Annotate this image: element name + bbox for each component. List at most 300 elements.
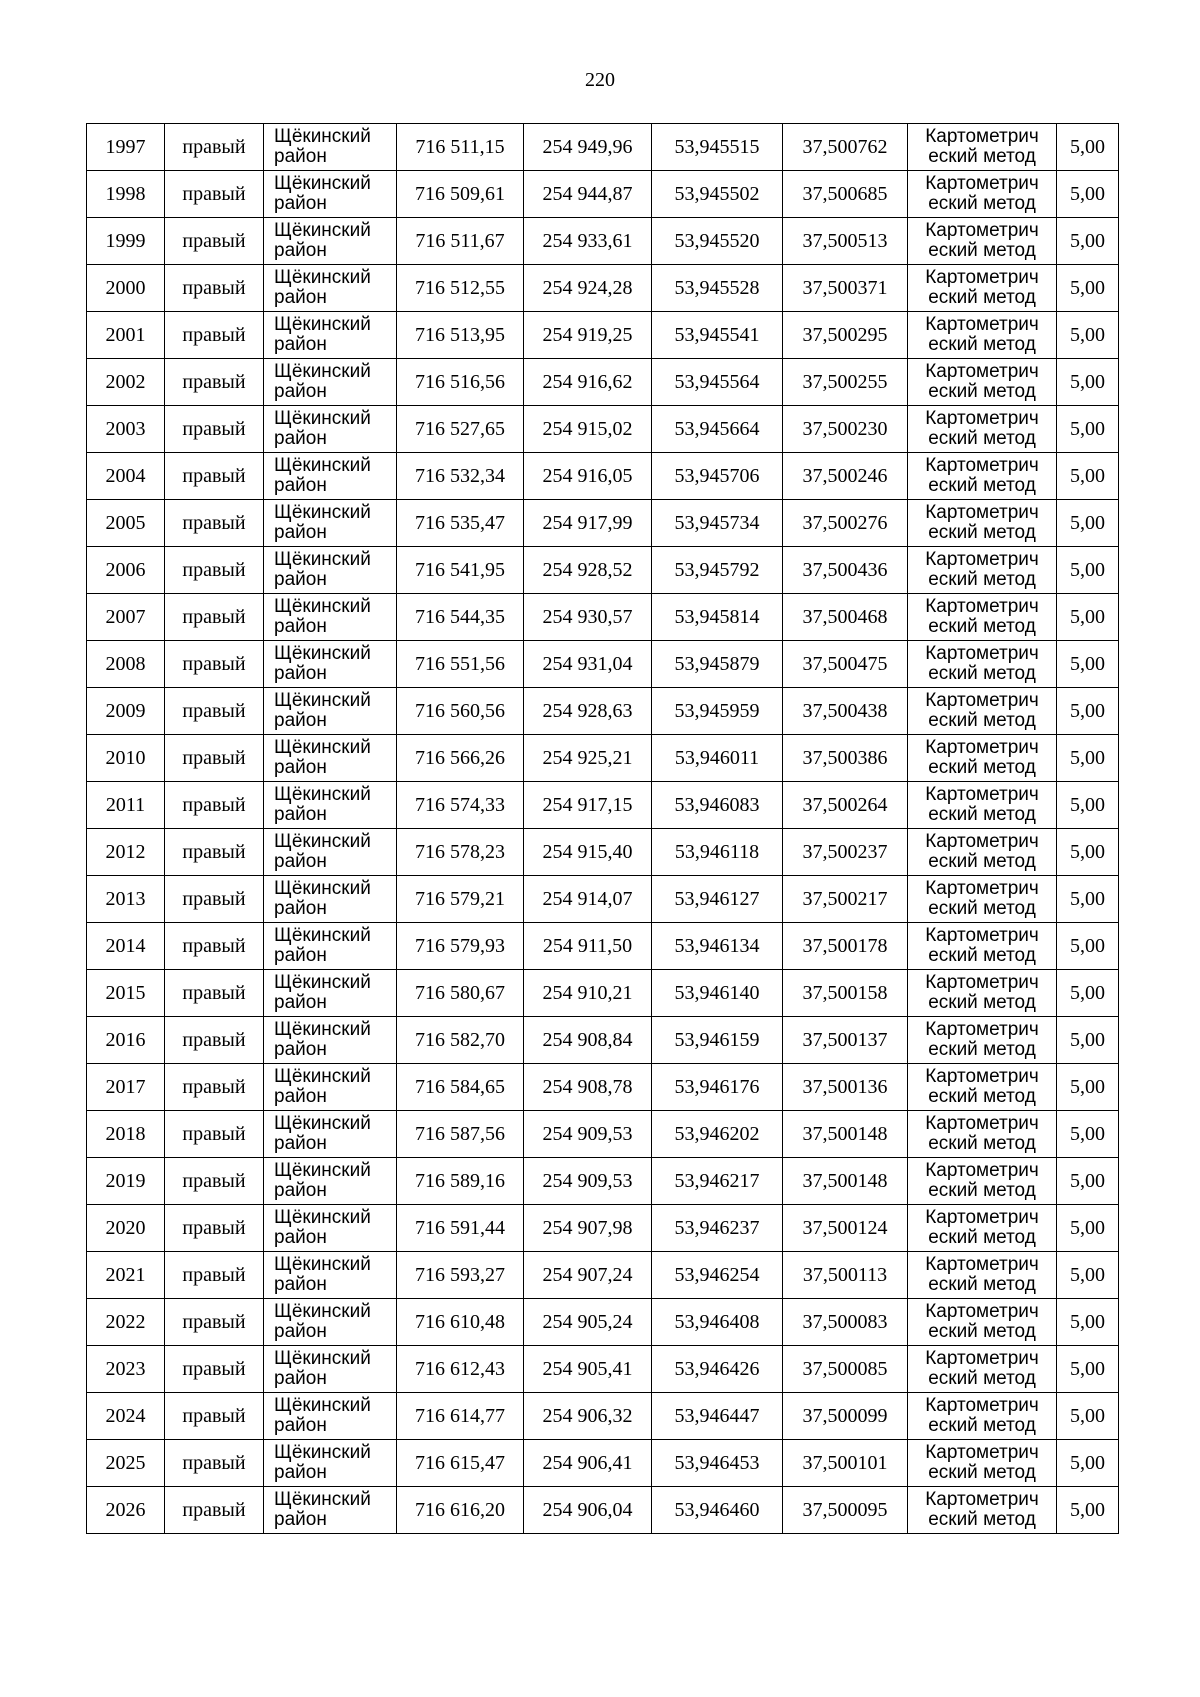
x-coordinate-cell: 716 513,95 — [397, 312, 524, 359]
point-number-cell: 2008 — [87, 641, 165, 688]
method-line-2: еский метод — [928, 1180, 1036, 1201]
latitude-cell: 53,946159 — [652, 1017, 783, 1064]
longitude-cell: 37,500099 — [783, 1393, 908, 1440]
method-line-1: Картометрич — [925, 1066, 1039, 1087]
district-line-2: район — [274, 1180, 327, 1201]
y-coordinate-cell: 254 931,04 — [524, 641, 652, 688]
latitude-cell: 53,946118 — [652, 829, 783, 876]
method-line-2: еский метод — [928, 1133, 1036, 1154]
district-cell — [264, 1158, 397, 1205]
district-line-1: Щёкинский — [274, 361, 371, 382]
method-cell — [908, 218, 1057, 265]
method-line-1: Картометрич — [925, 314, 1039, 335]
point-number-cell: 2015 — [87, 970, 165, 1017]
method-cell — [908, 735, 1057, 782]
y-coordinate-cell: 254 919,25 — [524, 312, 652, 359]
latitude-cell: 53,945528 — [652, 265, 783, 312]
y-coordinate-cell: 254 924,28 — [524, 265, 652, 312]
x-coordinate-cell: 716 579,21 — [397, 876, 524, 923]
table-row — [87, 782, 1119, 829]
district-line-1: Щёкинский — [274, 831, 371, 852]
point-number-cell: 2010 — [87, 735, 165, 782]
table-row — [87, 735, 1119, 782]
district-line-2: район — [274, 1227, 327, 1248]
method-line-2: еский метод — [928, 945, 1036, 966]
district-cell — [264, 1205, 397, 1252]
method-line-1: Картометрич — [925, 220, 1039, 241]
method-cell — [908, 1440, 1057, 1487]
accuracy-cell: 5,00 — [1057, 1346, 1119, 1393]
latitude-cell: 53,946460 — [652, 1487, 783, 1534]
district-line-1: Щёкинский — [274, 1207, 371, 1228]
district-line-1: Щёкинский — [274, 878, 371, 899]
method-line-2: еский метод — [928, 1462, 1036, 1483]
district-line-1: Щёкинский — [274, 1254, 371, 1275]
y-coordinate-cell: 254 949,96 — [524, 124, 652, 171]
bank-side-cell: правый — [165, 1346, 264, 1393]
longitude-cell: 37,500762 — [783, 124, 908, 171]
point-number-cell: 2025 — [87, 1440, 165, 1487]
district-line-2: район — [274, 522, 327, 543]
district-line-2: район — [274, 804, 327, 825]
accuracy-cell: 5,00 — [1057, 970, 1119, 1017]
bank-side-cell: правый — [165, 406, 264, 453]
district-line-2: район — [274, 569, 327, 590]
point-number-cell: 2017 — [87, 1064, 165, 1111]
y-coordinate-cell: 254 915,40 — [524, 829, 652, 876]
district-line-1: Щёкинский — [274, 596, 371, 617]
method-line-1: Картометрич — [925, 831, 1039, 852]
accuracy-cell: 5,00 — [1057, 594, 1119, 641]
method-line-1: Картометрич — [925, 878, 1039, 899]
bank-side-cell: правый — [165, 1440, 264, 1487]
method-cell — [908, 829, 1057, 876]
district-line-1: Щёкинский — [274, 455, 371, 476]
point-number-cell: 2006 — [87, 547, 165, 594]
method-line-1: Картометрич — [925, 1348, 1039, 1369]
accuracy-cell: 5,00 — [1057, 453, 1119, 500]
longitude-cell: 37,500178 — [783, 923, 908, 970]
point-number-cell: 2018 — [87, 1111, 165, 1158]
x-coordinate-cell: 716 551,56 — [397, 641, 524, 688]
accuracy-cell: 5,00 — [1057, 406, 1119, 453]
x-coordinate-cell: 716 582,70 — [397, 1017, 524, 1064]
accuracy-cell: 5,00 — [1057, 1252, 1119, 1299]
district-line-1: Щёкинский — [274, 220, 371, 241]
point-number-cell: 2005 — [87, 500, 165, 547]
bank-side-cell: правый — [165, 876, 264, 923]
method-line-2: еский метод — [928, 287, 1036, 308]
bank-side-cell: правый — [165, 312, 264, 359]
district-line-1: Щёкинский — [274, 314, 371, 335]
district-line-2: район — [274, 193, 327, 214]
table-row — [87, 1205, 1119, 1252]
bank-side-cell: правый — [165, 735, 264, 782]
point-number-cell: 1999 — [87, 218, 165, 265]
method-line-2: еский метод — [928, 475, 1036, 496]
method-line-1: Картометрич — [925, 1019, 1039, 1040]
point-number-cell: 2020 — [87, 1205, 165, 1252]
accuracy-cell: 5,00 — [1057, 218, 1119, 265]
method-line-2: еский метод — [928, 804, 1036, 825]
district-cell — [264, 1440, 397, 1487]
table-row — [87, 1158, 1119, 1205]
district-line-1: Щёкинский — [274, 1019, 371, 1040]
y-coordinate-cell: 254 930,57 — [524, 594, 652, 641]
district-line-1: Щёкинский — [274, 267, 371, 288]
longitude-cell: 37,500246 — [783, 453, 908, 500]
method-line-1: Картометрич — [925, 972, 1039, 993]
y-coordinate-cell: 254 917,99 — [524, 500, 652, 547]
district-line-1: Щёкинский — [274, 126, 371, 147]
district-cell — [264, 547, 397, 594]
district-line-1: Щёкинский — [274, 737, 371, 758]
method-cell — [908, 876, 1057, 923]
longitude-cell: 37,500264 — [783, 782, 908, 829]
y-coordinate-cell: 254 906,32 — [524, 1393, 652, 1440]
district-cell — [264, 688, 397, 735]
x-coordinate-cell: 716 535,47 — [397, 500, 524, 547]
method-line-2: еский метод — [928, 1415, 1036, 1436]
accuracy-cell: 5,00 — [1057, 735, 1119, 782]
longitude-cell: 37,500136 — [783, 1064, 908, 1111]
method-line-2: еский метод — [928, 1039, 1036, 1060]
longitude-cell: 37,500436 — [783, 547, 908, 594]
longitude-cell: 37,500295 — [783, 312, 908, 359]
latitude-cell: 53,945706 — [652, 453, 783, 500]
bank-side-cell: правый — [165, 1205, 264, 1252]
district-line-2: район — [274, 381, 327, 402]
accuracy-cell: 5,00 — [1057, 547, 1119, 594]
latitude-cell: 53,946011 — [652, 735, 783, 782]
longitude-cell: 37,500237 — [783, 829, 908, 876]
district-line-2: район — [274, 757, 327, 778]
bank-side-cell: правый — [165, 218, 264, 265]
point-number-cell: 2002 — [87, 359, 165, 406]
district-cell — [264, 782, 397, 829]
y-coordinate-cell: 254 905,41 — [524, 1346, 652, 1393]
longitude-cell: 37,500148 — [783, 1158, 908, 1205]
bank-side-cell: правый — [165, 1064, 264, 1111]
point-number-cell: 2014 — [87, 923, 165, 970]
x-coordinate-cell: 716 614,77 — [397, 1393, 524, 1440]
accuracy-cell: 5,00 — [1057, 500, 1119, 547]
longitude-cell: 37,500255 — [783, 359, 908, 406]
district-line-2: район — [274, 898, 327, 919]
table-row — [87, 547, 1119, 594]
y-coordinate-cell: 254 905,24 — [524, 1299, 652, 1346]
y-coordinate-cell: 254 925,21 — [524, 735, 652, 782]
method-line-2: еский метод — [928, 898, 1036, 919]
y-coordinate-cell: 254 917,15 — [524, 782, 652, 829]
district-line-2: район — [274, 1368, 327, 1389]
district-line-1: Щёкинский — [274, 408, 371, 429]
x-coordinate-cell: 716 579,93 — [397, 923, 524, 970]
district-line-2: район — [274, 1274, 327, 1295]
method-cell — [908, 1299, 1057, 1346]
district-cell — [264, 359, 397, 406]
method-line-1: Картометрич — [925, 643, 1039, 664]
point-number-cell: 2019 — [87, 1158, 165, 1205]
table-row — [87, 359, 1119, 406]
method-cell — [908, 500, 1057, 547]
x-coordinate-cell: 716 591,44 — [397, 1205, 524, 1252]
district-line-2: район — [274, 992, 327, 1013]
district-line-1: Щёкинский — [274, 1066, 371, 1087]
method-line-1: Картометрич — [925, 455, 1039, 476]
y-coordinate-cell: 254 909,53 — [524, 1111, 652, 1158]
y-coordinate-cell: 254 909,53 — [524, 1158, 652, 1205]
accuracy-cell: 5,00 — [1057, 876, 1119, 923]
method-cell — [908, 359, 1057, 406]
bank-side-cell: правый — [165, 1487, 264, 1534]
method-line-1: Картометрич — [925, 1301, 1039, 1322]
method-cell — [908, 265, 1057, 312]
method-line-2: еский метод — [928, 1321, 1036, 1342]
method-cell — [908, 688, 1057, 735]
accuracy-cell: 5,00 — [1057, 1299, 1119, 1346]
district-cell — [264, 1299, 397, 1346]
method-line-2: еский метод — [928, 381, 1036, 402]
table-row — [87, 1111, 1119, 1158]
method-cell — [908, 171, 1057, 218]
y-coordinate-cell: 254 907,98 — [524, 1205, 652, 1252]
accuracy-cell: 5,00 — [1057, 1393, 1119, 1440]
method-line-2: еский метод — [928, 757, 1036, 778]
method-line-2: еский метод — [928, 428, 1036, 449]
method-line-2: еский метод — [928, 663, 1036, 684]
accuracy-cell: 5,00 — [1057, 1205, 1119, 1252]
bank-side-cell: правый — [165, 547, 264, 594]
x-coordinate-cell: 716 587,56 — [397, 1111, 524, 1158]
bank-side-cell: правый — [165, 829, 264, 876]
bank-side-cell: правый — [165, 500, 264, 547]
district-line-1: Щёкинский — [274, 1160, 371, 1181]
method-cell — [908, 1393, 1057, 1440]
method-line-2: еский метод — [928, 616, 1036, 637]
bank-side-cell: правый — [165, 124, 264, 171]
point-number-cell: 2013 — [87, 876, 165, 923]
latitude-cell: 53,945564 — [652, 359, 783, 406]
district-line-2: район — [274, 240, 327, 261]
bank-side-cell: правый — [165, 688, 264, 735]
point-number-cell: 1997 — [87, 124, 165, 171]
x-coordinate-cell: 716 580,67 — [397, 970, 524, 1017]
bank-side-cell: правый — [165, 359, 264, 406]
x-coordinate-cell: 716 509,61 — [397, 171, 524, 218]
longitude-cell: 37,500386 — [783, 735, 908, 782]
table-row — [87, 688, 1119, 735]
bank-side-cell: правый — [165, 1252, 264, 1299]
latitude-cell: 53,946237 — [652, 1205, 783, 1252]
y-coordinate-cell: 254 906,04 — [524, 1487, 652, 1534]
method-line-1: Картометрич — [925, 925, 1039, 946]
latitude-cell: 53,946453 — [652, 1440, 783, 1487]
method-line-1: Картометрич — [925, 408, 1039, 429]
bank-side-cell: правый — [165, 782, 264, 829]
x-coordinate-cell: 716 578,23 — [397, 829, 524, 876]
method-cell — [908, 1064, 1057, 1111]
table-row — [87, 641, 1119, 688]
accuracy-cell: 5,00 — [1057, 171, 1119, 218]
district-line-1: Щёкинский — [274, 690, 371, 711]
latitude-cell: 53,945541 — [652, 312, 783, 359]
point-number-cell: 2023 — [87, 1346, 165, 1393]
latitude-cell: 53,945664 — [652, 406, 783, 453]
district-cell — [264, 124, 397, 171]
latitude-cell: 53,946217 — [652, 1158, 783, 1205]
accuracy-cell: 5,00 — [1057, 1017, 1119, 1064]
x-coordinate-cell: 716 612,43 — [397, 1346, 524, 1393]
x-coordinate-cell: 716 593,27 — [397, 1252, 524, 1299]
y-coordinate-cell: 254 906,41 — [524, 1440, 652, 1487]
method-line-2: еский метод — [928, 1227, 1036, 1248]
district-line-2: район — [274, 428, 327, 449]
method-line-2: еский метод — [928, 1274, 1036, 1295]
latitude-cell: 53,946176 — [652, 1064, 783, 1111]
table-row — [87, 923, 1119, 970]
x-coordinate-cell: 716 512,55 — [397, 265, 524, 312]
district-cell — [264, 1064, 397, 1111]
method-line-1: Картометрич — [925, 690, 1039, 711]
point-number-cell: 2011 — [87, 782, 165, 829]
x-coordinate-cell: 716 511,15 — [397, 124, 524, 171]
method-line-2: еский метод — [928, 710, 1036, 731]
longitude-cell: 37,500217 — [783, 876, 908, 923]
table-row — [87, 876, 1119, 923]
method-line-1: Картометрич — [925, 1395, 1039, 1416]
table-row — [87, 1440, 1119, 1487]
method-cell — [908, 124, 1057, 171]
accuracy-cell: 5,00 — [1057, 1158, 1119, 1205]
accuracy-cell: 5,00 — [1057, 359, 1119, 406]
longitude-cell: 37,500101 — [783, 1440, 908, 1487]
method-line-1: Картометрич — [925, 267, 1039, 288]
district-line-1: Щёкинский — [274, 173, 371, 194]
table-row — [87, 970, 1119, 1017]
method-cell — [908, 312, 1057, 359]
district-cell — [264, 641, 397, 688]
point-number-cell: 2000 — [87, 265, 165, 312]
district-cell — [264, 829, 397, 876]
longitude-cell: 37,500276 — [783, 500, 908, 547]
y-coordinate-cell: 254 914,07 — [524, 876, 652, 923]
accuracy-cell: 5,00 — [1057, 1487, 1119, 1534]
y-coordinate-cell: 254 911,50 — [524, 923, 652, 970]
y-coordinate-cell: 254 908,84 — [524, 1017, 652, 1064]
x-coordinate-cell: 716 566,26 — [397, 735, 524, 782]
point-number-cell: 2001 — [87, 312, 165, 359]
district-cell — [264, 1487, 397, 1534]
point-number-cell: 2016 — [87, 1017, 165, 1064]
district-line-2: район — [274, 287, 327, 308]
method-cell — [908, 782, 1057, 829]
method-line-1: Картометрич — [925, 1442, 1039, 1463]
accuracy-cell: 5,00 — [1057, 312, 1119, 359]
point-number-cell: 2003 — [87, 406, 165, 453]
accuracy-cell: 5,00 — [1057, 829, 1119, 876]
bank-side-cell: правый — [165, 1158, 264, 1205]
district-cell — [264, 406, 397, 453]
bank-side-cell: правый — [165, 171, 264, 218]
method-line-1: Картометрич — [925, 596, 1039, 617]
bank-side-cell: правый — [165, 923, 264, 970]
y-coordinate-cell: 254 928,52 — [524, 547, 652, 594]
y-coordinate-cell: 254 916,05 — [524, 453, 652, 500]
latitude-cell: 53,945515 — [652, 124, 783, 171]
method-cell — [908, 1111, 1057, 1158]
x-coordinate-cell: 716 511,67 — [397, 218, 524, 265]
accuracy-cell: 5,00 — [1057, 641, 1119, 688]
method-line-2: еский метод — [928, 1509, 1036, 1530]
x-coordinate-cell: 716 527,65 — [397, 406, 524, 453]
bank-side-cell: правый — [165, 1299, 264, 1346]
method-line-2: еский метод — [928, 193, 1036, 214]
x-coordinate-cell: 716 584,65 — [397, 1064, 524, 1111]
district-line-2: район — [274, 616, 327, 637]
district-line-1: Щёкинский — [274, 1348, 371, 1369]
point-number-cell: 2021 — [87, 1252, 165, 1299]
x-coordinate-cell: 716 544,35 — [397, 594, 524, 641]
district-line-2: район — [274, 1321, 327, 1342]
method-line-2: еский метод — [928, 240, 1036, 261]
longitude-cell: 37,500371 — [783, 265, 908, 312]
accuracy-cell: 5,00 — [1057, 124, 1119, 171]
x-coordinate-cell: 716 615,47 — [397, 1440, 524, 1487]
method-line-2: еский метод — [928, 851, 1036, 872]
latitude-cell: 53,946083 — [652, 782, 783, 829]
method-cell — [908, 406, 1057, 453]
longitude-cell: 37,500513 — [783, 218, 908, 265]
table-row — [87, 594, 1119, 641]
y-coordinate-cell: 254 944,87 — [524, 171, 652, 218]
method-line-2: еский метод — [928, 1086, 1036, 1107]
y-coordinate-cell: 254 928,63 — [524, 688, 652, 735]
point-number-cell: 2024 — [87, 1393, 165, 1440]
accuracy-cell: 5,00 — [1057, 265, 1119, 312]
district-line-2: район — [274, 1133, 327, 1154]
method-line-1: Картометрич — [925, 1113, 1039, 1134]
district-line-1: Щёкинский — [274, 1113, 371, 1134]
table-row — [87, 312, 1119, 359]
district-cell — [264, 1111, 397, 1158]
method-line-2: еский метод — [928, 569, 1036, 590]
latitude-cell: 53,945734 — [652, 500, 783, 547]
district-cell — [264, 1017, 397, 1064]
district-cell — [264, 218, 397, 265]
district-line-1: Щёкинский — [274, 1395, 371, 1416]
district-line-1: Щёкинский — [274, 502, 371, 523]
method-cell — [908, 1017, 1057, 1064]
latitude-cell: 53,946202 — [652, 1111, 783, 1158]
longitude-cell: 37,500085 — [783, 1346, 908, 1393]
point-number-cell: 2009 — [87, 688, 165, 735]
district-line-2: район — [274, 710, 327, 731]
district-line-2: район — [274, 851, 327, 872]
district-line-1: Щёкинский — [274, 549, 371, 570]
x-coordinate-cell: 716 616,20 — [397, 1487, 524, 1534]
accuracy-cell: 5,00 — [1057, 1111, 1119, 1158]
method-cell — [908, 923, 1057, 970]
coordinates-table — [86, 123, 1119, 1534]
point-number-cell: 2012 — [87, 829, 165, 876]
district-line-2: район — [274, 475, 327, 496]
method-cell — [908, 1158, 1057, 1205]
district-cell — [264, 265, 397, 312]
method-line-1: Картометрич — [925, 1160, 1039, 1181]
longitude-cell: 37,500230 — [783, 406, 908, 453]
longitude-cell: 37,500083 — [783, 1299, 908, 1346]
